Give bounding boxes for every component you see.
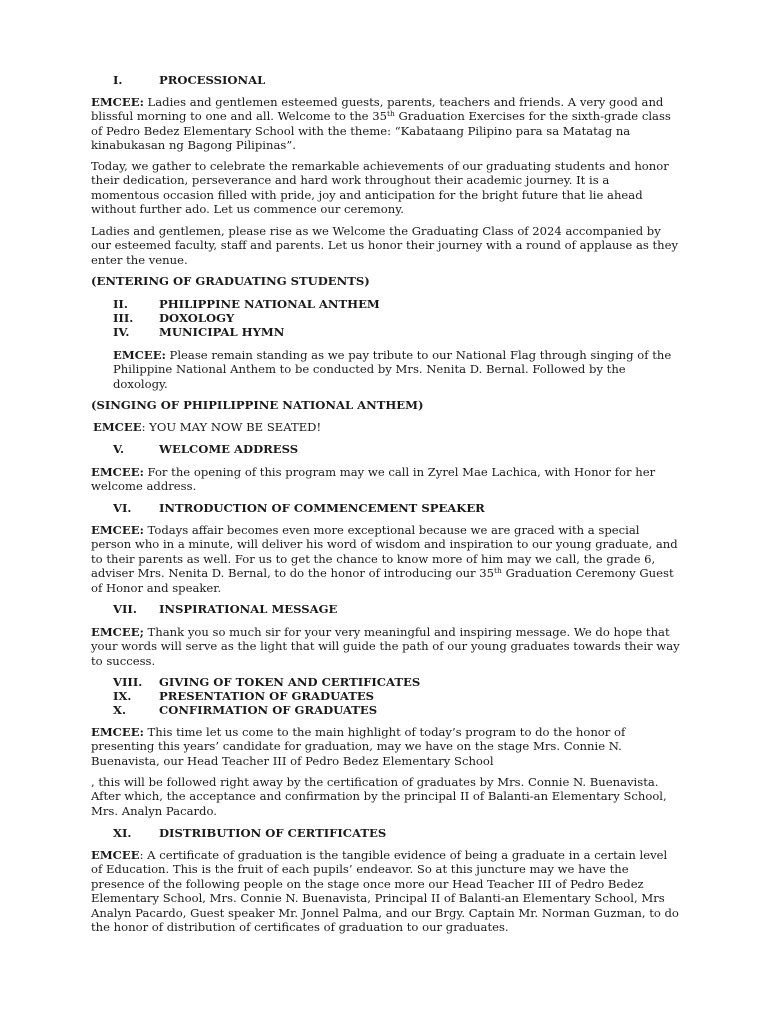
paragraph: EMCEE: Ladies and gentlemen esteemed guests, parents, teachers and friends. A very good and blissful morning to one and all. Welcome to the 35th Graduation Exercises for the sixth-grade class of Pedro Bedez Elementary School with the theme: “Kabataang Pilipino para sa Matatag na kinabukasan ng Bagong Pilipinas”. [91, 95, 671, 153]
paragraph: , this will be followed right away by the certification of graduates by Mrs. Connie N. Buenavista. After which, the acceptance and confirmation by the principal II of Balanti-an Elementary School, Mrs. Analyn Pacardo. [91, 775, 667, 818]
section-heading: VI. INTRODUCTION OF COMMENCEMENT SPEAKER [113, 501, 485, 515]
section-heading: X. CONFIRMATION OF GRADUATES [113, 703, 378, 717]
stage-direction: (ENTERING OF GRADUATING STUDENTS) [91, 274, 370, 288]
paragraph: Today, we gather to celebrate the remarkable achievements of our graduating students and honor their dedication, perseverance and hard work throughout their academic journey. It is a momentous occasion filled with pride, joy and anticipation for the bright future that lie ahead without further ado. Let us commence our ceremony. [91, 159, 669, 217]
paragraph: Ladies and gentlemen, please rise as we Welcome the Graduating Class of 2024 accompanied by our esteemed faculty, staff and parents. Let us honor their journey with a round of applause as they enter the venue. [91, 224, 679, 267]
section-heading: XI. DISTRIBUTION OF CERTIFICATES [113, 826, 387, 840]
section-heading: V. WELCOME ADDRESS [113, 442, 299, 456]
paragraph: EMCEE: This time let us come to the main highlight of today’s program to do the honor of presenting this years’ candidate for graduation, may we have on the stage Mrs. Connie N. Buenavista, our Head Teacher III of Pedro Bedez Elementary School [91, 725, 626, 768]
paragraph: EMCEE: A certificate of graduation is the tangible evidence of being a graduate in a certain level of Education. This is the fruit of each pupils’ endeavor. So at this juncture may we have the presence of the following people on the stage once more our Head Teacher III of Pedro Bedez Elementary School, Mrs. Connie N. Buenavista, Principal II of Balanti-an Elementary School, Mrs Analyn Pacardo, Guest speaker Mr. Jonnel Palma, and our Brgy. Captain Mr. Norman Guzman, to do the honor of distribution of certificates of graduation to our graduates. [91, 848, 679, 935]
stage-direction: (SINGING OF PHIPILIPPINE NATIONAL ANTHEM) [91, 398, 424, 412]
paragraph: EMCEE: YOU MAY NOW BE SEATED! [93, 420, 322, 434]
section-heading: IV. MUNICIPAL HYMN [113, 325, 285, 339]
section-heading: IX. PRESENTATION OF GRADUATES [113, 689, 375, 703]
section-heading: II. PHILIPPINE NATIONAL ANTHEM [113, 297, 380, 311]
paragraph: EMCEE: For the opening of this program may we call in Zyrel Mae Lachica, with Honor for her welcome address. [91, 465, 656, 494]
paragraph: EMCEE; Thank you so much sir for your very meaningful and inspiring message. We do hope that your words will serve as the light that will guide the path of our young graduates towards their way to success. [91, 625, 680, 668]
section-heading: I. PROCESSIONAL [113, 73, 266, 87]
paragraph: EMCEE: Todays affair becomes even more exceptional because we are graced with a special person who in a minute, will deliver his word of wisdom and inspiration to our young graduate, and to their parents as well. For us to get the chance to know more of him may we call, the grade 6, adviser Mrs. Nenita D. Bernal, to do the honor of introducing our 35th Graduation Ceremony Guest of Honor and speaker. [91, 523, 678, 595]
section-heading: VIII. GIVING OF TOKEN AND CERTIFICATES [113, 675, 421, 689]
paragraph: EMCEE: Please remain standing as we pay tribute to our National Flag through singing of the Philippine National Anthem to be conducted by Mrs. Nenita D. Bernal. Followed by the doxology. [113, 348, 672, 391]
section-heading: VII. INSPIRATIONAL MESSAGE [113, 602, 338, 616]
section-heading: III. DOXOLOGY [113, 311, 235, 325]
